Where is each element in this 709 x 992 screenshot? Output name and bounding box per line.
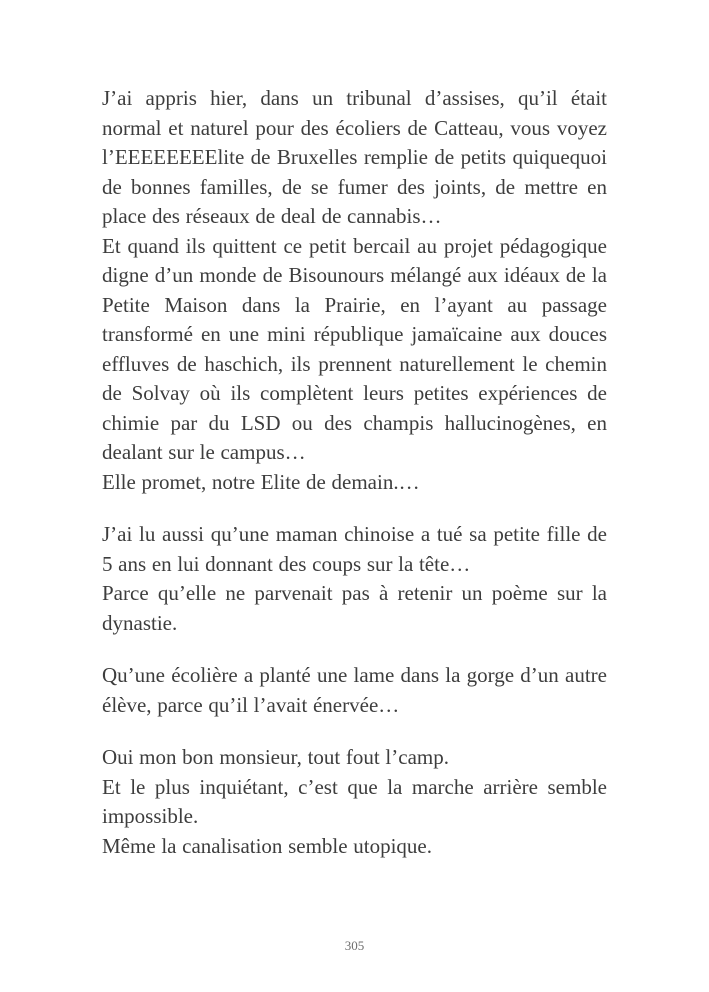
page-number: 305 <box>344 938 365 953</box>
paragraph: Parce qu’elle ne parvenait pas à retenir un poème sur la dynastie. <box>102 581 607 635</box>
paragraph: Elle promet, notre Elite de demain.… <box>102 469 420 494</box>
paragraph: Et quand ils quittent ce petit bercail au projet pédagogique digne d’un monde de Bisounours mélangé aux idéaux de la Petite Maison dans la Prairie, en l’ayant au passage transformé en une mini république jamaïcaine aux douces effluves de haschich, ils prennent naturellement le chemin de Solvay où ils complètent leurs petites expériences de chimie par du LSD ou des champis hallucinogènes, en dealant sur le campus… <box>102 233 607 464</box>
paragraph: Et le plus inquiétant, c’est que la marche arrière semble impossible. <box>102 774 607 828</box>
page-text <box>102 84 607 861</box>
paragraph: J’ai lu aussi qu’une maman chinoise a tué sa petite fille de 5 ans en lui donnant des coups sur la tête… <box>102 522 607 576</box>
paragraph: Qu’une écolière a planté une lame dans la gorge d’un autre élève, parce qu’il l’avait énervée… <box>102 663 607 717</box>
paragraph: Même la canalisation semble utopique. <box>102 833 432 858</box>
paragraph: J’ai appris hier, dans un tribunal d’assises, qu’il était normal et naturel pour des écoliers de Catteau, vous voyez l’EEEEEEEElite de Bruxelles remplie de petits quiquequoi de bonnes familles, de se fumer des joints, de mettre en place des réseaux de deal de cannabis… <box>102 86 607 228</box>
text-block-assises <box>102 84 607 497</box>
paragraph: Oui mon bon monsieur, tout fout l’camp. <box>102 745 449 769</box>
text-block-maman-chinoise <box>102 520 607 638</box>
text-block-ecoliere <box>102 661 607 720</box>
text-block-conclusion <box>102 743 607 861</box>
